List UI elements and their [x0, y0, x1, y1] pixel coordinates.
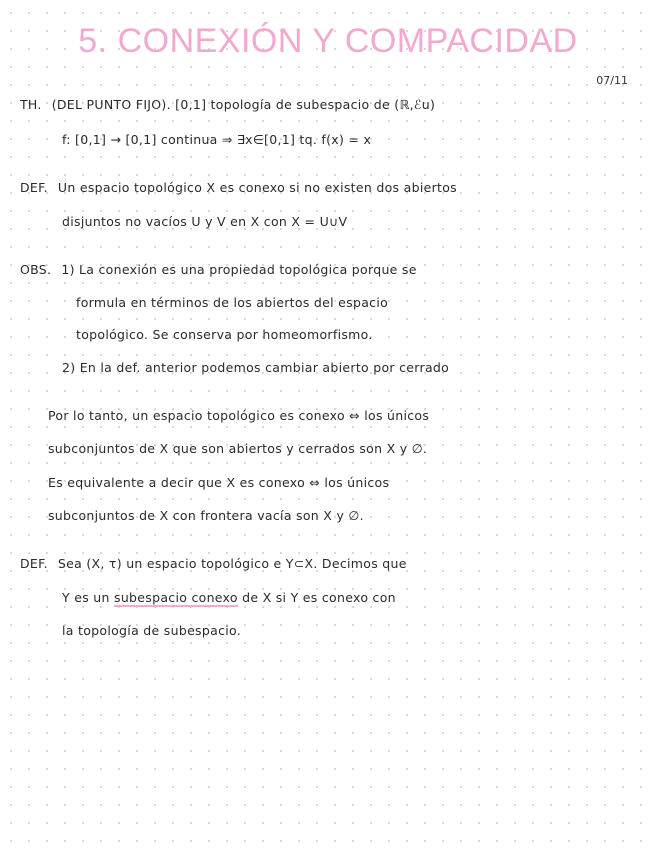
observation-line-2: formula en términos de los abiertos del espacio: [76, 295, 389, 310]
paragraph-line-2: subconjuntos de X que son abiertos y cerrados son X y ∅.: [48, 441, 428, 456]
paragraph-line-1: Por lo tanto, un espacio topológico es conexo ⇔ los únicos: [48, 408, 430, 423]
theorem-line-1: [20, 97, 435, 112]
definition-2-line-2-end: de X si Y es conexo con: [242, 590, 396, 605]
paragraph-line-4: subconjuntos de X con frontera vacía son X y ∅.: [48, 508, 364, 523]
observation-item-1-text: 1) La conexión es una propiedad topológica porque se: [61, 262, 417, 277]
definition-2-line-2: [62, 590, 396, 605]
definition-1-line-1: [20, 180, 457, 195]
definition-2-text: Sea (X, τ) un espacio topológico e Y⊂X. Decimos que: [57, 556, 407, 571]
observation-line-1: [20, 262, 417, 277]
theorem-label: TH.: [20, 97, 42, 112]
definition-1-label: DEF.: [20, 180, 48, 195]
definition-2-line-2-start: Y es un: [62, 590, 110, 605]
observation-item-2: 2) En la def. anterior podemos cambiar abierto por cerrado: [62, 360, 450, 375]
page-title: 5. CONEXIÓN Y COMPACIDAD: [78, 22, 578, 60]
theorem-line-2: f: [0,1] → [0,1] continua ⇒ ∃x∈[0,1] tq. f(x) = x: [62, 132, 372, 147]
definition-1-text: Un espacio topológico X es conexo si no existen dos abiertos: [57, 180, 457, 195]
definition-2-line-3: la topología de subespacio.: [62, 623, 242, 638]
theorem-statement: (DEL PUNTO FIJO). [0,1] topología de subespacio de (ℝ,ℰu): [51, 97, 436, 112]
definition-2-line-1: [20, 556, 407, 571]
paragraph-line-3: Es equivalente a decir que X es conexo ⇔ los únicos: [48, 475, 390, 490]
observation-label: OBS.: [20, 262, 52, 277]
definition-2-label: DEF.: [20, 556, 48, 571]
observation-line-3: topológico. Se conserva por homeomorfismo.: [76, 327, 373, 342]
highlighted-term: subespacio conexo: [114, 590, 238, 605]
definition-1-line-2: disjuntos no vacíos U y V en X con X = U∪V: [62, 214, 348, 229]
date-label: 07/11: [596, 74, 628, 87]
